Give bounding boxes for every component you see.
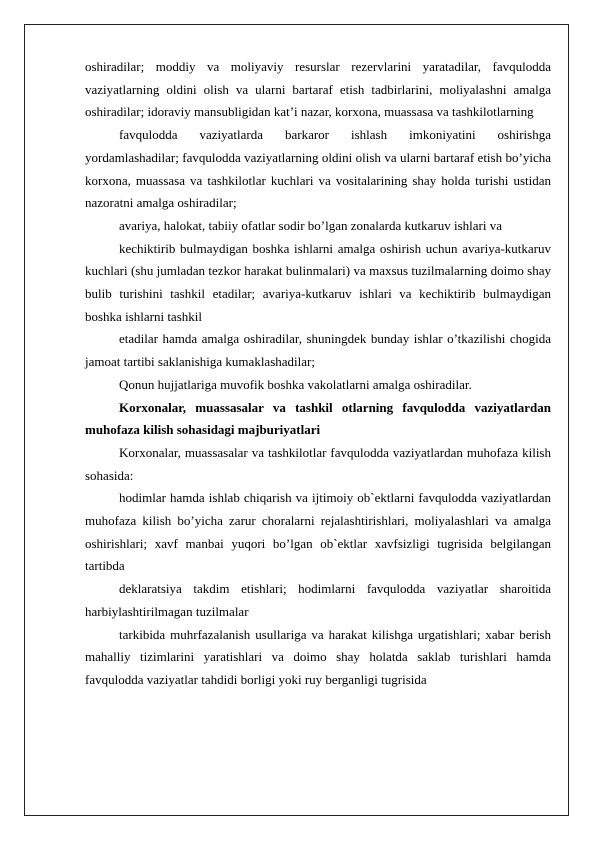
paragraph-5: etadilar hamda amalga oshiradilar, shuningdek bunday ishlar o’tkazilishi chogida jamoat tartibi saklanishiga kumaklashadilar;: [85, 331, 551, 370]
paragraph-4: kechiktirib bulmaydigan boshka ishlarni amalga oshirish uchun avariya-kutkaruv kuchlari (shu jumladan tezkor harakat bulinmalari) va maxsus tuzilmalarning doimo shay bulib turishini tashkil etadilar; avariya-kutkaruv ishlari va kechiktirib bulmaydigan boshka ishlarni tashkil: [85, 240, 551, 324]
section-heading: Korxonalar, muassasalar va tashkil otlarning favqulodda vaziyatlardan muhofaza kilish sohasidagi majburiyatlari: [85, 399, 551, 438]
paragraph-1: oshiradilar; moddiy va moliyaviy resurslar rezervlarini yaratadilar, favqulodda vaziyatlarning oldini olish va ularni bartaraf etish tadbirlarini, moliyalashni amalga oshiradilar; idoraviy mansubligidan kat’i nazar, korxona, muassasa va tashkilotlarning: [85, 59, 551, 120]
paragraph-11: tarkibida muhrfazalanish usullariga va harakat kilishga urgatishlari; xabar berish mahalliy tizimlarini yaratishlari va doimo shay holatda saklab turishlari hamda favqulodda vaziyatlar tahdidi borligi yoki ruy berganligi tugrisida: [85, 626, 551, 687]
paragraph-10: deklaratsiya takdim etishlari; hodimlarni favqulodda vaziyatlar sharoitida harbiylashtirilmagan tuzilmalar: [85, 581, 551, 619]
document-body: [85, 56, 551, 692]
paragraph-6: Qonun hujjatlariga muvofik boshka vakolatlarni amalga oshiradilar.: [119, 376, 472, 392]
paragraph-8: Korxonalar, muassasalar va tashkilotlar favqulodda vaziyatlardan muhofaza kilish sohasida:: [85, 444, 551, 483]
paragraph-2: favqulodda vaziyatlarda barkaror ishlash imkoniyatini oshirishga yordamlashadilar; favqulodda vaziyatlarning oldini olish va ularni bartaraf etish bo’yicha korxona, muassasa va tashkilotlar kuchlari va vositalarining shay holda turishi ustidan nazoratni amalga oshiradilar;: [85, 127, 551, 211]
paragraph-3: avariya, halokat, tabiiy ofatlar sodir bo’lgan zonalarda kutkaruv ishlari va: [119, 217, 502, 233]
paragraph-9: hodimlar hamda ishlab chiqarish va ijtimoiy ob`ektlarni favqulodda vaziyatlardan muhofaza kilish bo’yicha zarur choralarni rejalashtirishlari, moliyalashlari va amalga oshirishlari; xavf manbai yuqori bo’lgan ob`ektlar xavfsizligi tugrisida belgilangan tartibda: [85, 490, 551, 574]
